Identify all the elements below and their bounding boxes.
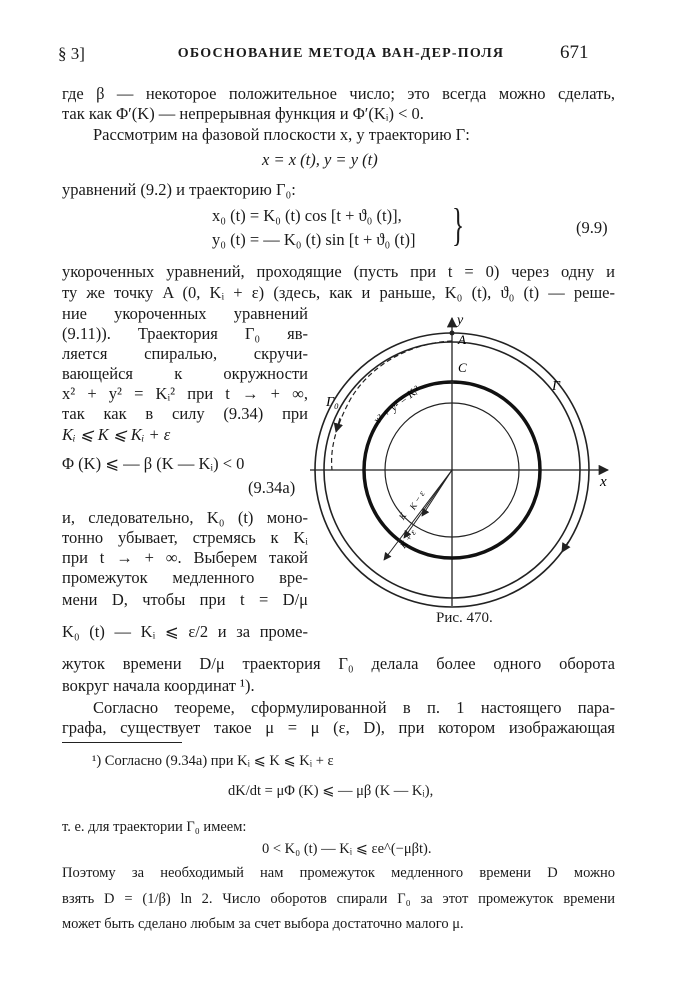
label-gamma: Γ: [552, 379, 560, 394]
footnote-line: Поэтому за необходимый нам промежуток медленного времени D можно: [62, 865, 615, 881]
footnote-line: ¹) Согласно (9.34a) при Kᵢ ⩽ K ⩽ Kᵢ + ε: [92, 753, 334, 769]
label-A: A: [458, 332, 466, 347]
text-line: ту же точку A (0, Kᵢ + ε) (здесь, как и раньше, K₀ (t), ϑ₀ (t) — реше-: [62, 283, 615, 302]
text-line: Kᵢ ⩽ K ⩽ Kᵢ + ε: [62, 425, 171, 444]
footnote-line: взять D = (1/β) ln 2. Число оборотов спирали Γ₀ за этот промежуток времени: [62, 891, 615, 907]
point-C: [450, 380, 454, 384]
equation-9-9-line-1: x₀ (t) = K₀ (t) cos [t + ϑ₀ (t)],: [212, 206, 402, 225]
section-marker: § 3]: [58, 44, 85, 63]
footnote-line: может быть сделано любым за счет выбора достаточно малого μ.: [62, 916, 464, 932]
gamma-arrow: [562, 542, 568, 552]
text-line: укороченных уравнений, проходящие (пусть при t = 0) через одну и: [62, 262, 615, 281]
text-line: ние укороченных уравнений: [62, 304, 308, 323]
text-line: так как в силу (9.34) при: [62, 404, 308, 423]
label-y: y: [457, 313, 464, 328]
text-line: тонно убывает, стремясь к Kᵢ: [62, 528, 308, 547]
text-line: так как Φ′(K) — непрерывная функция и Φ′(Kᵢ) < 0.: [62, 104, 424, 123]
text-line: Рассмотрим на фазовой плоскости x, y траекторию Γ:: [93, 125, 470, 144]
text-line: и, следовательно, K₀ (t) моно-: [62, 508, 308, 527]
footnote-line: т. е. для траектории Γ₀ имеем:: [62, 819, 247, 835]
running-title: ОБОСНОВАНИЕ МЕТОДА ВАН-ДЕР-ПОЛЯ: [177, 46, 505, 61]
footnote-equation: dK/dt = μΦ (K) ⩽ — μβ (K — Kᵢ),: [228, 783, 434, 799]
text-line: жуток времени D/μ траектория Γ₀ делала более одного оборота: [62, 654, 615, 673]
text-line: Согласно теореме, сформулированной в п. 1 настоящего пара-: [93, 698, 615, 717]
text-line: уравнений (9.2) и траекторию Γ₀:: [62, 180, 296, 199]
footnote-rule: [62, 742, 182, 743]
text-line: мени D, чтобы при t = D/μ: [62, 590, 308, 609]
text-line: вокруг начала координат ¹).: [62, 676, 255, 695]
figure-caption: Рис. 470.: [436, 610, 493, 626]
label-C: C: [458, 360, 467, 375]
brace-symbol: }: [452, 199, 465, 250]
text-line: где β — некоторое положительное число; это всегда можно сделать,: [62, 84, 615, 103]
label-gamma0: Γ₀: [326, 395, 339, 410]
point-A: [450, 331, 455, 336]
text-line: графа, существует такое μ = μ (ε, D), при котором изображающая: [62, 718, 615, 737]
phase-plane-figure: [300, 310, 620, 610]
text-line: K₀ (t) — Kᵢ ⩽ ε/2 и за проме-: [62, 622, 308, 641]
text-line: ляется спиралью, скручи-: [62, 344, 308, 363]
text-line: x² + y² = Kᵢ² при t → + ∞,: [62, 384, 308, 403]
label-radius-2: K: [396, 510, 409, 522]
equation-number: (9.9): [576, 218, 608, 237]
equation-9-9-line-2: y₀ (t) = — K₀ (t) sin [t + ϑ₀ (t)]: [212, 230, 416, 249]
label-x: x: [600, 474, 607, 490]
radius-k-plus-eps: [384, 470, 452, 560]
page-number: 671: [560, 42, 589, 63]
equation-trajectory: x = x (t), y = y (t): [262, 150, 378, 169]
equation-number: (9.34a): [248, 478, 296, 497]
text-line: вающейся к окружности: [62, 364, 308, 383]
label-circle-equation: x² + y² = Kᵢ²: [371, 383, 423, 427]
text-line: (9.11)). Траектория Γ₀ яв-: [62, 324, 308, 343]
text-line: промежуток медленного вре-: [62, 568, 308, 587]
text-line: при t → + ∞. Выберем такой: [62, 548, 308, 567]
spiral-arrow: [336, 418, 340, 432]
label-radius-3: K + ε: [398, 527, 418, 550]
equation-9-34a: Φ (K) ⩽ — β (K — Kᵢ) < 0: [62, 454, 245, 473]
label-radius-1: K − ε: [407, 489, 427, 512]
footnote-equation: 0 < K₀ (t) — Kᵢ ⩽ εe^(−μβt).: [262, 841, 432, 857]
